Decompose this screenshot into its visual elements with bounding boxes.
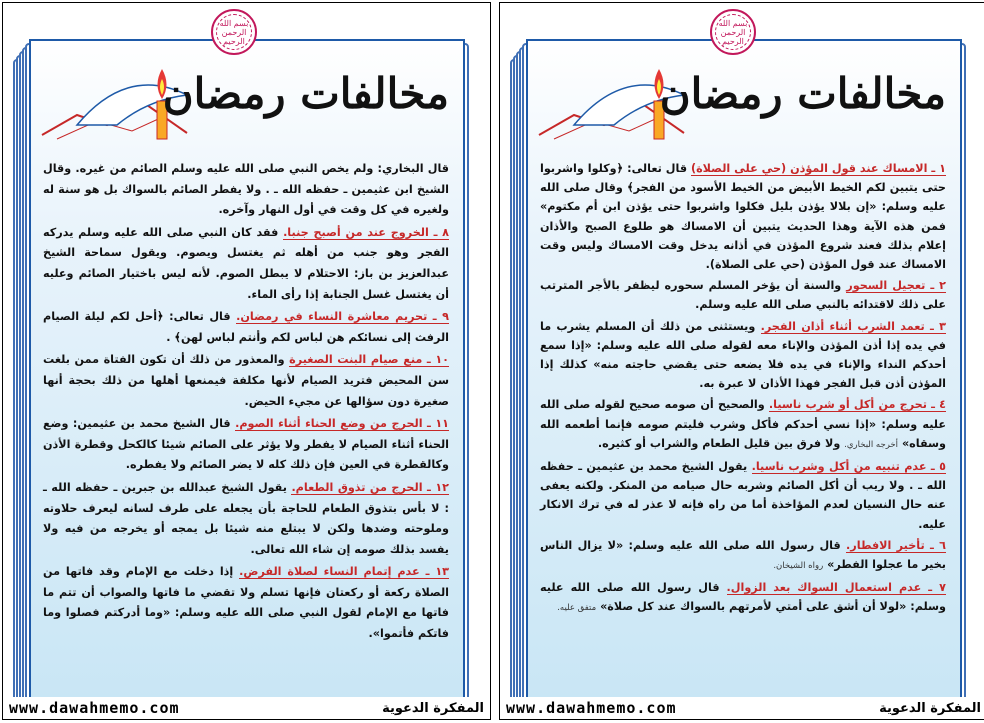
paragraph xyxy=(540,457,946,534)
paragraph-text: قال رسول الله صلى الله عليه وسلم: «لولا أن أشق على أمتي لأمرتهم بالسواك عند كل صلاة» xyxy=(540,581,946,614)
content-sheet xyxy=(29,39,465,701)
paragraph xyxy=(43,350,449,412)
footer-publisher: المفكرة الدعوية xyxy=(382,700,484,716)
section-heading: ٢ ـ تعجيل السحور xyxy=(846,279,946,293)
paragraph xyxy=(540,159,946,274)
paragraph xyxy=(43,562,449,644)
paragraph xyxy=(540,536,946,576)
seal-text: بسم الله الرحمن الرحيم xyxy=(715,14,751,50)
paragraph-text: ولا فرق بين قليل الطعام والشراب أو كثيره. xyxy=(597,436,845,450)
section-heading: ١٢ ـ الحرج من تذوق الطعام. xyxy=(291,480,450,494)
footer xyxy=(500,697,984,719)
footer-url[interactable]: www.dawahmemo.com xyxy=(9,699,180,717)
footer xyxy=(3,697,490,719)
hadith-source: رواه الشيخان. xyxy=(773,561,824,572)
section-heading: ٤ ـ تحرج من أكل أو شرب ناسيا. xyxy=(768,398,946,412)
section-heading: ٩ ـ تحريم معاشرة النساء في رمضان. xyxy=(236,310,449,324)
hadith-source: متفق عليه. xyxy=(557,603,597,614)
paragraph xyxy=(540,317,946,394)
paragraph xyxy=(540,395,946,455)
page-title: مخالفات رمضان xyxy=(659,69,946,118)
section-heading: ١١ ـ الحرج من وضع الحناء أثناء الصوم. xyxy=(235,417,449,431)
section-heading: ١٠ ـ منع صيام البنت الصغيرة xyxy=(289,353,449,367)
section-heading: ١ ـ الامساك عند قول المؤذن (حي على الصلاة) xyxy=(690,162,946,175)
hadith-source: أخرجه البخاري. xyxy=(844,439,899,450)
left-page xyxy=(2,2,491,720)
section-heading: ٣ ـ تعمد الشرب أثناء أذان الفجر. xyxy=(760,319,946,333)
paragraph-text: قال تعالى: ﴿وكلوا واشربوا حتى يتبين لكم الخيط الأبيض من الخيط الأسود من الفجر﴾ وقال صلى الله عليه وسلم: «إن بلالا يؤذن بليل فكلوا واشربوا حتى يؤذن ابن أم مكتوم» فمن هذه الآية وهذا الحديث يتبين أن الامساك هو طلوع الصبح والأذان إعلام بذلك فعند شروع المؤذن في أذانه يدخل وقت الامساك وليس وقت الامساك عند قول المؤذن (حي على الصلاة). xyxy=(540,162,946,272)
footer-url[interactable]: www.dawahmemo.com xyxy=(506,699,677,717)
paragraph-text: قال تعالى: ﴿أحل لكم ليلة الصيام الرفث إلى نسائكم هن لباس لكم وأنتم لباس لهن﴾ . xyxy=(43,310,449,344)
section-heading: ١٣ ـ عدم إتمام النساء لصلاة الفرض. xyxy=(239,565,449,579)
right-page xyxy=(499,2,984,720)
content-sheet xyxy=(526,39,962,701)
paragraph-text: ويستثنى من ذلك أن المسلم يشرب ما في يده إذا أذن المؤذن والإناء معه لقوله صلى الله عليه وسلم: «إذا سمع أحدكم النداء والإناء في يده فلا يضعه حتى يقضي حاجته منه» كذلك إذا المؤذن أذن قبل الفجر فهذا الأذان لا عبرة به. xyxy=(540,319,946,391)
paragraph xyxy=(540,276,946,314)
paragraph xyxy=(43,223,449,305)
footer-publisher: المفكرة الدعوية xyxy=(879,700,981,716)
page-title: مخالفات رمضان xyxy=(162,69,449,118)
paragraph xyxy=(540,578,946,618)
paragraph-text: قال الشيخ محمد بن عثيمين: وضع الحناء أثناء الصيام لا يفطر ولا يؤثر على الصائم شيئا كالكحل وقطرة الأذن وكالقطرة في العين فإن ذلك كله لا يضر الصائم ولا يفطره. xyxy=(43,417,449,472)
bismillah-seal xyxy=(211,9,257,55)
article-body xyxy=(540,159,946,621)
paragraph xyxy=(43,478,449,560)
paragraph-text: فقد كان النبي صلى الله عليه وسلم يدركه الفجر وهو جنب من أهله ثم يغتسل ويصوم. ويقول سماحة الشيخ عبدالعزيز بن باز: الاحتلام لا يبطل الصوم. لأنه ليس باختيار الصائم وعليه أن يغتسل غسل الجنابة إذا رأى الماء. xyxy=(43,225,449,301)
section-heading: ٥ ـ عدم تنبيه من أكل وشرب ناسيا. xyxy=(751,460,946,474)
section-heading: ٦ ـ تأخير الافطار. xyxy=(846,538,946,552)
paragraph-text: يقول الشيخ محمد بن عثيمين ـ حفظه الله ـ . ولا ريب أن أكل الصائم وشربه حال صيامه من المنكر. ولكنه يعفى عنه حال النسيان لعدم المؤاخذة أما من راه فإنه لا عذر له في ترك الانكار عليه. xyxy=(540,460,946,531)
paragraph-text: يقول الشيخ عبدالله بن جبرين ـ حفظه الله ـ : لا بأس بتذوق الطعام للحاجة بأن يجعله على طرف لسانه ليعرف حلاوته وملوحته وضدها ولكن لا يبتلع منه شيئا بل يمجه أو يخرجه من فيه ولا يفسد بذلك صومه إن شاء الله تعالى. xyxy=(43,480,449,556)
bismillah-seal xyxy=(710,9,756,55)
paragraph-text: والسنة أن يؤخر المسلم سحوره ليظفر بالأجر المترتب على ذلك لاقتدائه بالنبي صلى الله عليه وسلم. xyxy=(540,279,946,312)
paragraph-text: قال رسول الله صلى الله عليه وسلم: «لا يزال الناس بخير ما عجلوا الفطر» xyxy=(540,538,946,572)
section-heading: ٨ ـ الخروج عند من أصبح جنبا. xyxy=(283,225,449,239)
paragraph xyxy=(43,414,449,476)
paragraph-text: والصحيح أن صومه صحيح لقوله صلى الله عليه وسلم: «إذا نسي أحدكم فأكل وشرب فليتم صومه فإنما أطعمه الله وسقاه» xyxy=(540,398,946,450)
paragraph-text: قال البخاري: ولم يخص النبي صلى الله عليه وسلم الصائم من غيره. وقال الشيخ ابن عثيمين ـ حفظه الله ـ . ولا يفطر الصائم بالسواك بل هو سنة له ولغيره في كل وقت في أول النهار وآخره. xyxy=(43,162,449,217)
paragraph-text: والمعذور من ذلك أن تكون الفتاة ممن بلغت سن المحيض فتريد الصيام لأنها مكلفة فيمنعها أهلها من ذلك بحجة أنها صغيرة دون سؤالها عن مجيء الحيض. xyxy=(43,353,449,408)
paragraph xyxy=(43,159,449,221)
paragraph xyxy=(43,307,449,348)
seal-text: بسم الله الرحمن الرحيم xyxy=(216,14,252,50)
section-heading: ٧ ـ عدم استعمال السواك بعد الزوال. xyxy=(726,581,946,595)
article-body xyxy=(43,159,449,647)
paragraph-text: إذا دخلت مع الإمام وقد فاتها من الصلاة ركعة أو ركعتان فإنها تسلم ولا تقضي ما فاتها والصواب أن تتم ما فاتها مع الإمام لقول النبي صلى الله عليه وسلم: «وما أدركتم فصلوا وما فاتكم فأتموا». xyxy=(43,565,449,641)
